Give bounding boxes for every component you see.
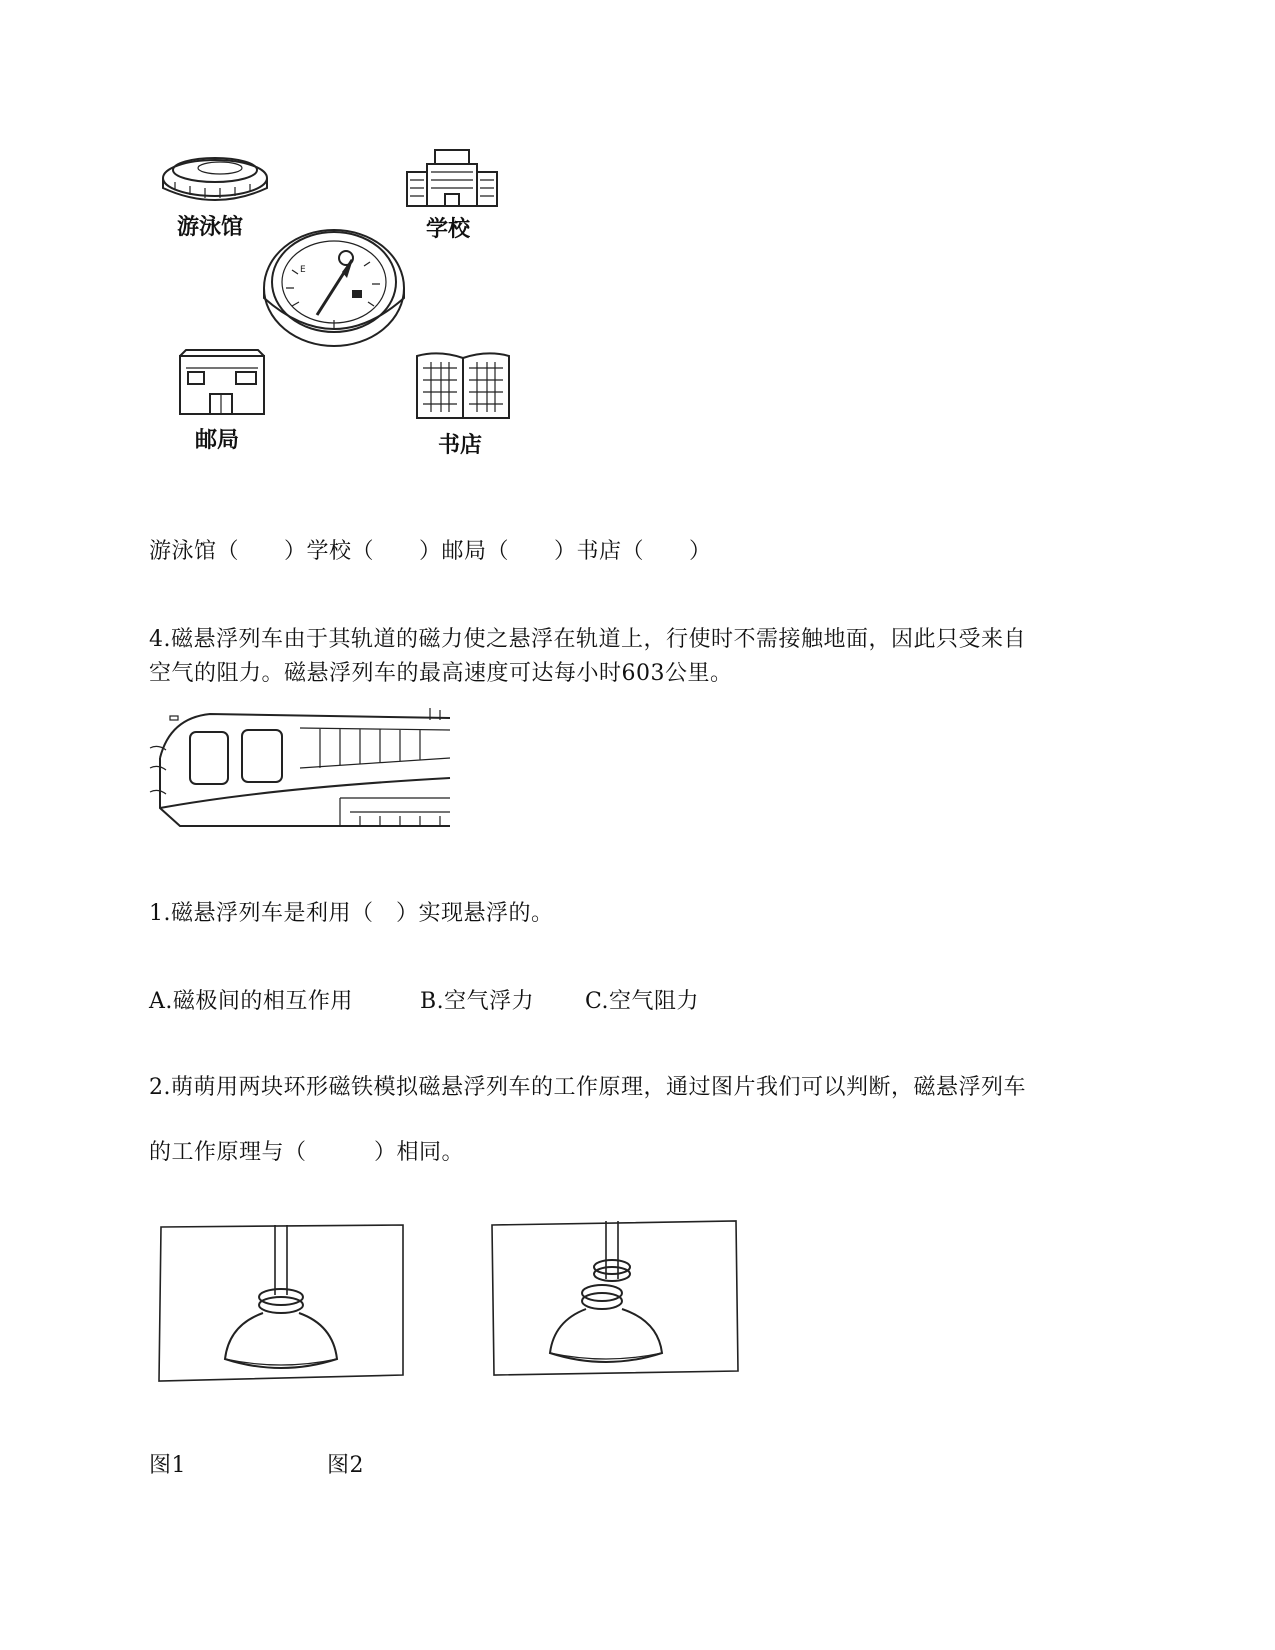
swimming-pool-icon (160, 150, 270, 205)
q4-sub2-line2: 的工作原理与（ ）相同。 (149, 1140, 465, 1165)
q4-sub2-line1: 2.萌萌用两块环形磁铁模拟磁悬浮列车的工作原理，通过图片我们可以判断，磁悬浮列车 (149, 1075, 1026, 1100)
swimming-pool-label: 游泳馆 (177, 215, 244, 240)
figure-2-two-rings (490, 1221, 740, 1381)
q4-option-c: C.空气阻力 (585, 989, 700, 1014)
bookstore-icon (415, 350, 511, 420)
svg-text:E: E (300, 265, 306, 275)
figure-1-caption: 图1 (149, 1453, 186, 1478)
q3-answer-line: 游泳馆（ ）学校（ ）邮局（ ）书店（ ） (149, 539, 712, 564)
figure-2-caption: 图2 (327, 1453, 364, 1478)
bookstore-label: 书店 (438, 433, 483, 458)
q4-sub1: 1.磁悬浮列车是利用（ ）实现悬浮的。 (149, 901, 554, 926)
school-icon (405, 148, 500, 208)
q4-option-a: A.磁极间的相互作用 (149, 989, 353, 1014)
compass-icon (262, 220, 408, 350)
q4-intro-line2: 空气的阻力。磁悬浮列车的最高速度可达每小时603公里。 (149, 661, 733, 686)
post-office-label: 邮局 (195, 428, 240, 453)
q4-option-b: B.空气浮力 (420, 989, 535, 1014)
map-figure (150, 140, 530, 480)
q4-intro-line1: 4.磁悬浮列车由于其轨道的磁力使之悬浮在轨道上，行使时不需接触地面，因此只受来自 (149, 627, 1026, 652)
post-office-icon (178, 348, 268, 418)
maglev-train-illustration (150, 708, 456, 838)
figure-1-one-ring (157, 1225, 407, 1385)
school-label: 学校 (426, 217, 471, 242)
